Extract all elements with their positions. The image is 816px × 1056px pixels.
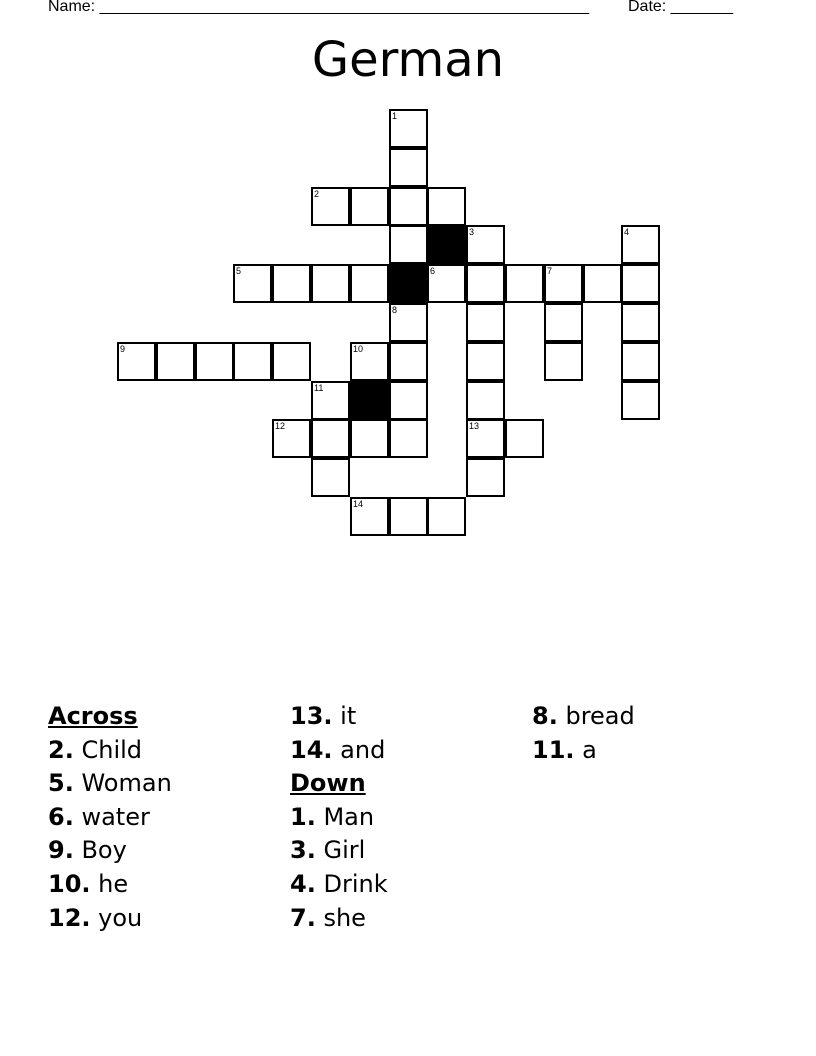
cell-number: 10 bbox=[353, 344, 364, 354]
clue-text: she bbox=[323, 903, 366, 932]
cell-number: 8 bbox=[392, 305, 398, 315]
clue-number: 11. bbox=[532, 735, 575, 764]
clue-number: 12. bbox=[48, 903, 91, 932]
crossword-cell[interactable] bbox=[621, 303, 660, 342]
crossword-cell[interactable] bbox=[621, 264, 660, 303]
across-clue bbox=[48, 734, 172, 768]
across-clue bbox=[48, 834, 172, 868]
crossword-cell[interactable] bbox=[272, 264, 311, 303]
crossword-cell[interactable] bbox=[389, 419, 428, 458]
crossword-cell[interactable] bbox=[350, 497, 389, 536]
clue-number: 2. bbox=[48, 735, 74, 764]
clue-number: 6. bbox=[48, 802, 74, 831]
down-clue bbox=[532, 734, 635, 768]
clue-number: 3. bbox=[290, 836, 316, 865]
crossword-cell[interactable] bbox=[117, 342, 156, 381]
clue-number: 8. bbox=[532, 702, 558, 730]
puzzle-title: German bbox=[311, 32, 505, 88]
crossword-cell[interactable] bbox=[466, 419, 505, 458]
crossword-cell[interactable] bbox=[311, 187, 350, 226]
down-clue bbox=[290, 834, 388, 868]
crossword-cell[interactable] bbox=[583, 264, 622, 303]
clue-number: 1. bbox=[290, 802, 316, 831]
clue-text: and bbox=[340, 735, 386, 764]
crossword-cell[interactable] bbox=[233, 264, 272, 303]
crossword-cell[interactable] bbox=[350, 264, 389, 303]
clue-text: Boy bbox=[81, 836, 127, 865]
across-clue bbox=[48, 767, 172, 801]
crossword-cell[interactable] bbox=[621, 342, 660, 381]
cell-number: 14 bbox=[353, 499, 364, 509]
cell-number: 13 bbox=[469, 421, 480, 431]
date-field[interactable]: Date: _______ bbox=[628, 0, 733, 15]
crossword-cell[interactable] bbox=[156, 342, 195, 381]
crossword-cell[interactable] bbox=[350, 419, 389, 458]
crossword-cell[interactable] bbox=[466, 264, 505, 303]
clues-column-1 bbox=[48, 700, 172, 935]
crossword-cell[interactable] bbox=[505, 419, 544, 458]
crossword-cell[interactable] bbox=[389, 187, 428, 226]
cell-number: 7 bbox=[547, 266, 553, 276]
clue-text: you bbox=[98, 903, 143, 932]
cell-number: 12 bbox=[275, 421, 286, 431]
crossword-cell[interactable] bbox=[389, 225, 428, 264]
crossword-cell[interactable] bbox=[466, 342, 505, 381]
crossword-cell[interactable] bbox=[389, 109, 428, 148]
cell-number: 5 bbox=[236, 266, 242, 276]
crossword-cell[interactable] bbox=[195, 342, 234, 381]
crossword-cell[interactable] bbox=[621, 225, 660, 264]
clues-column-2 bbox=[290, 700, 388, 935]
cell-number: 11 bbox=[314, 383, 324, 393]
crossword-cell[interactable] bbox=[389, 148, 428, 187]
clue-number: 9. bbox=[48, 836, 74, 865]
cell-number: 4 bbox=[624, 227, 630, 237]
crossword-cell[interactable] bbox=[505, 264, 544, 303]
down-clue bbox=[532, 700, 635, 734]
crossword-cell[interactable] bbox=[272, 342, 311, 381]
name-field[interactable]: Name: _______________________________________________________ bbox=[48, 0, 589, 15]
crossword-cell[interactable] bbox=[544, 342, 583, 381]
clue-number: 10. bbox=[48, 869, 91, 898]
across-clue bbox=[48, 801, 172, 835]
clue-text: Girl bbox=[323, 836, 366, 865]
down-clue bbox=[290, 868, 388, 902]
crossword-cell[interactable] bbox=[311, 264, 350, 303]
clue-text: Woman bbox=[81, 769, 172, 798]
crossword-cell[interactable] bbox=[389, 303, 428, 342]
down-clue bbox=[290, 801, 388, 835]
down-clue bbox=[290, 902, 388, 936]
clue-text: a bbox=[582, 735, 597, 764]
crossword-cell[interactable] bbox=[350, 342, 389, 381]
clue-text: Drink bbox=[323, 869, 388, 898]
crossword-cell[interactable] bbox=[544, 303, 583, 342]
clue-text: Man bbox=[323, 802, 375, 831]
clues-column-3 bbox=[532, 700, 635, 767]
crossword-cell[interactable] bbox=[466, 225, 505, 264]
crossword-cell[interactable] bbox=[311, 381, 350, 420]
crossword-cell[interactable] bbox=[427, 264, 466, 303]
across-clue bbox=[48, 902, 172, 936]
clue-text: he bbox=[98, 869, 129, 898]
crossword-cell[interactable] bbox=[350, 187, 389, 226]
crossword-block bbox=[389, 264, 428, 303]
clue-number: 5. bbox=[48, 769, 74, 798]
clue-text: Child bbox=[81, 735, 143, 764]
crossword-block bbox=[427, 225, 466, 264]
crossword-cell[interactable] bbox=[272, 419, 311, 458]
crossword-cell[interactable] bbox=[389, 497, 428, 536]
cell-number: 6 bbox=[430, 266, 436, 276]
crossword-cell[interactable] bbox=[389, 342, 428, 381]
cell-number: 9 bbox=[120, 344, 126, 354]
cell-number: 2 bbox=[314, 189, 320, 199]
clue-text: water bbox=[81, 802, 150, 831]
crossword-cell[interactable] bbox=[544, 264, 583, 303]
cell-number: 3 bbox=[469, 227, 475, 237]
crossword-cell[interactable] bbox=[311, 419, 350, 458]
clues-section bbox=[48, 700, 788, 960]
clue-number: 14. bbox=[290, 735, 333, 764]
crossword-cell[interactable] bbox=[427, 497, 466, 536]
clue-number: 13. bbox=[290, 702, 333, 730]
crossword-cell[interactable] bbox=[427, 187, 466, 226]
crossword-cell[interactable] bbox=[233, 342, 272, 381]
crossword-cell[interactable] bbox=[466, 458, 505, 497]
clue-number: 7. bbox=[290, 903, 316, 932]
crossword-cell[interactable] bbox=[466, 381, 505, 420]
crossword-block bbox=[350, 381, 389, 420]
crossword-cell[interactable] bbox=[466, 303, 505, 342]
across-heading: Across bbox=[48, 702, 138, 730]
across-clue bbox=[48, 868, 172, 902]
crossword-cell[interactable] bbox=[621, 381, 660, 420]
across-clue bbox=[290, 700, 388, 734]
clue-text: bread bbox=[565, 702, 635, 730]
down-heading: Down bbox=[290, 769, 366, 798]
across-clue bbox=[290, 734, 388, 768]
cell-number: 1 bbox=[392, 111, 398, 121]
crossword-cell[interactable] bbox=[389, 381, 428, 420]
crossword-cell[interactable] bbox=[311, 458, 350, 497]
clue-number: 4. bbox=[290, 869, 316, 898]
clue-text: it bbox=[340, 702, 357, 730]
